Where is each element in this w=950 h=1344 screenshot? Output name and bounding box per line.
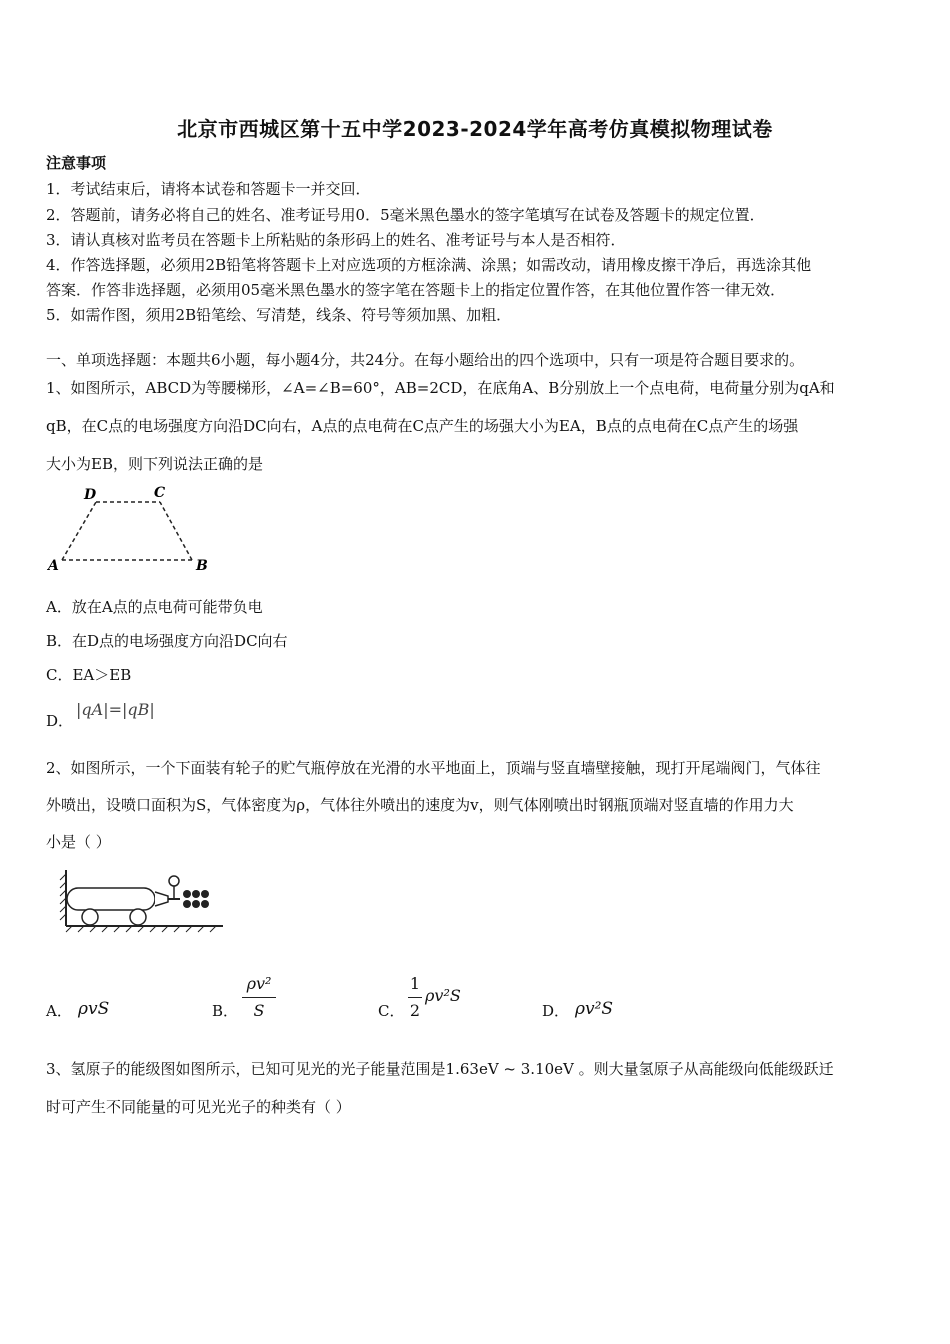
q3-text-line: 时可产生不同能量的可见光光子的种类有（ ） (46, 1098, 351, 1116)
section-heading: 一、单项选择题：本题共6小题，每小题4分，共24分。在每小题给出的四个选项中，只有一项是符合题目要求的。 (46, 351, 805, 369)
q2-option-b-numerator: ρv² (246, 974, 272, 993)
q1-text-line: qB，在C点的电场强度方向沿DC向右，A点的点电荷在C点产生的场强大小为EA，B点的点电荷在C点产生的场强 (46, 417, 799, 435)
q1-option-a: A．放在A点的点电荷可能带负电 (46, 598, 263, 616)
notice-item: 4．作答选择题，必须用2B铅笔将答题卡上对应选项的方框涂满、涂黑；如需改动，请用橡皮擦干净后，再选涂其他 (46, 256, 812, 274)
q2-option-d-label: D． (542, 1002, 570, 1020)
q1-text-line: 1、如图所示，ABCD为等腰梯形，∠A=∠B=60°，AB=2CD，在底角A、B分别放上一个点电荷，电荷量分别为qA和 (46, 379, 835, 397)
q2-option-b-denominator: S (253, 1001, 265, 1020)
notice-item: 5．如需作图，须用2B铅笔绘、写清楚，线条、符号等须加黑、加粗． (46, 306, 512, 324)
q1-option-d-label: D． (46, 712, 74, 730)
q2-option-c-fraction-bar (408, 997, 422, 998)
q2-option-d-expression: ρv²S (575, 999, 614, 1019)
notice-item: 2．答题前，请务必将自己的姓名、准考证号用0．5毫米黑色墨水的签字笔填写在试卷及答题卡的规定位置． (46, 206, 765, 224)
q2-text-line: 外喷出，设喷口面积为S，气体密度为ρ，气体往外喷出的速度为v，则气体刚喷出时钢瓶顶端对竖直墙的作用力大 (46, 796, 794, 814)
q2-text-line: 2、如图所示，一个下面装有轮子的贮气瓶停放在光滑的水平地面上，顶端与竖直墙壁接触，现打开尾端阀门，气体往 (46, 759, 821, 777)
notice-heading: 注意事项 (46, 154, 107, 172)
q2-option-c-label: C． (378, 1002, 405, 1020)
trapezoid-figure (40, 482, 220, 577)
label-C: C (154, 485, 166, 501)
q1-option-d-expression: |qA|=|qB| (76, 700, 155, 719)
q2-option-c-denominator: 2 (409, 1001, 421, 1020)
q2-option-c-numerator: 1 (409, 974, 421, 993)
q2-option-a-expression: ρvS (78, 999, 110, 1019)
gas-bottle-figure (58, 866, 228, 936)
q1-option-b: B．在D点的电场强度方向沿DC向右 (46, 632, 288, 650)
notice-item: 答案．作答非选择题，必须用05毫米黑色墨水的签字笔在答题卡上的指定位置作答，在其他位置作答一律无效． (46, 281, 786, 299)
label-D: D (84, 487, 97, 503)
q2-option-b-fraction-bar (242, 997, 276, 998)
q1-text-line: 大小为EB，则下列说法正确的是 (46, 455, 263, 473)
q2-option-c-expression: ρv²S (425, 986, 461, 1005)
q3-text-line: 3、氢原子的能级图如图所示，已知可见光的光子能量范围是1.63eV ~ 3.10eV 。则大量氢原子从高能级向低能级跃迁 (46, 1060, 834, 1078)
q2-option-a-label: A． (46, 1002, 72, 1020)
page-title: 北京市西城区第十五中学2023-2024学年高考仿真模拟物理试卷 (177, 117, 773, 141)
notice-item: 1．考试结束后，请将本试卷和答题卡一并交回． (46, 180, 371, 198)
notice-item: 3．请认真核对监考员在答题卡上所粘贴的条形码上的姓名、准考证号与本人是否相符． (46, 231, 626, 249)
q2-text-line: 小是（ ） (46, 833, 111, 851)
q1-option-c: C．EA＞EB (46, 666, 132, 684)
label-A: A (48, 558, 59, 574)
label-B: B (196, 558, 208, 574)
q2-option-b-label: B． (212, 1002, 239, 1020)
